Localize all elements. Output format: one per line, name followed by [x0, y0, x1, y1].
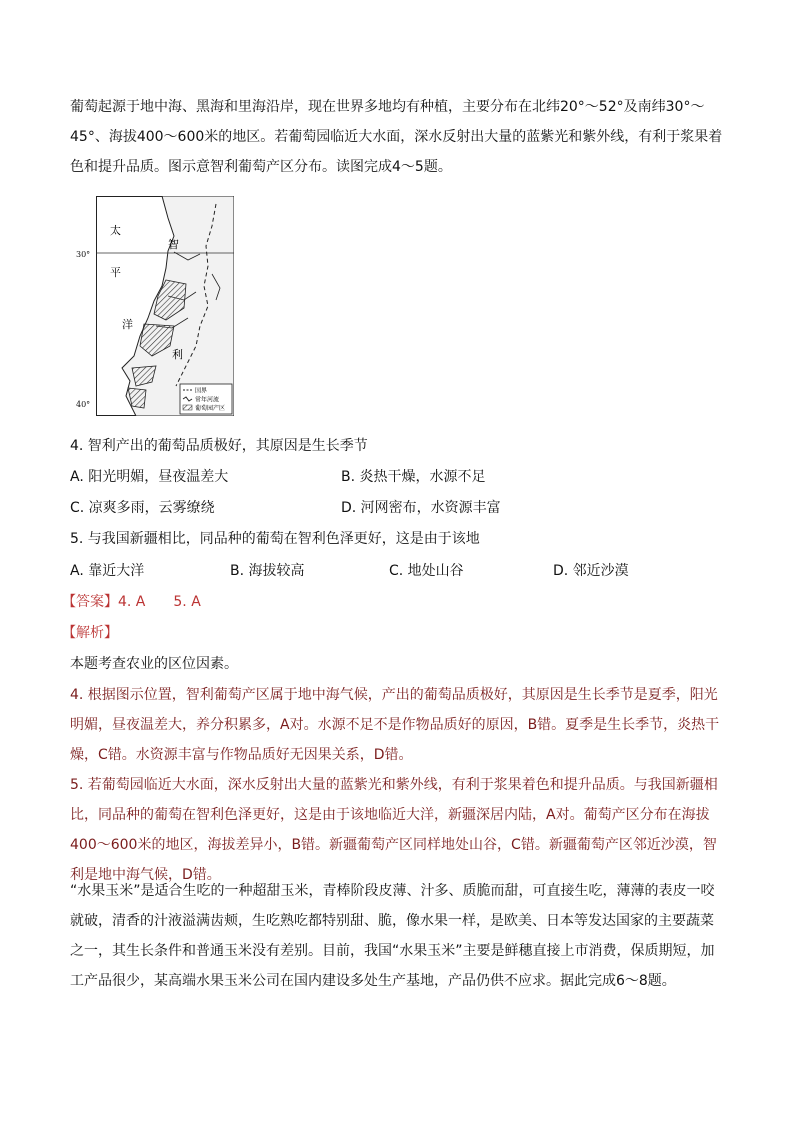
- q5-stem: 5. 与我国新疆相比，同品种的葡萄在智利色泽更好，这是由于该地: [70, 531, 480, 547]
- next-passage: “水果玉米”是适合生吃的一种超甜玉米，青棒阶段皮薄、汁多、质脆而甜，可直接生吃，薄薄的表皮一咬就破，清香的汁液溢满齿颊，生吃熟吃都特别甜、脆，像水果一样，是欧美、日本等发达国家的主要蔬菜之一，其生长条件和普通玉米没有差别。目前，我国“水果玉米”主要是鲜穗直接上市消费，保质期短，加工产品很少，某高端水果玉米公司在国内建设多处生产基地，产品仍供不应求。据此完成6～8题。: [70, 883, 715, 989]
- legend-river-label: 常年河流: [195, 396, 220, 404]
- answer-q4: 4. A: [118, 594, 146, 610]
- country-label-2: 利: [172, 348, 183, 361]
- q5-option-b: B. 海拔较高: [230, 563, 305, 579]
- ocean-label-2: 平: [110, 266, 121, 279]
- q4-option-c: C. 凉爽多雨，云雾缭绕: [70, 500, 215, 516]
- q4-option-d: D. 河网密布，水资源丰富: [341, 500, 501, 516]
- ocean-label-1: 太: [110, 224, 121, 237]
- answer-q5: 5. A: [173, 594, 201, 610]
- q4-option-a: A. 阳光明媚，昼夜温差大: [70, 469, 229, 485]
- ocean-label-3: 洋: [122, 318, 133, 331]
- latitude-30-label: 30°: [76, 250, 91, 259]
- intro-paragraph: 葡萄起源于地中海、黑海和里海沿岸，现在世界多地均有种植，主要分布在北纬20°～52°及南纬30°～45°、海拔400～600米的地区。若葡萄园临近大水面，深水反射出大量的蓝紫光和紫外线，有利于浆果着色和提升品质。图示意智利葡萄产区分布。读图完成4～5题。: [70, 99, 723, 175]
- q5-option-a: A. 靠近大洋: [70, 563, 145, 579]
- legend-grape-label: 葡萄园产区: [195, 405, 226, 412]
- analysis-q5: 5. 若葡萄园临近大水面，深水反射出大量的蓝紫光和紫外线，有利于浆果着色和提升品质。与我国新疆相比，同品种的葡萄在智利色泽更好，这是由于该地临近大洋，新疆深居内陆，A对。葡萄产区分布在海拔400～600米的地区，海拔差异小，B错。新疆葡萄产区同样地处山谷，C错。新疆葡萄产区邻近沙漠，智利是地中海气候，D错。: [70, 777, 718, 883]
- answer-line: [62, 591, 201, 613]
- answer-tag: 【答案】: [62, 594, 118, 610]
- q4-stem: 4. 智利产出的葡萄品质极好，其原因是生长季节: [70, 438, 368, 454]
- analysis-tag: 【解析】: [62, 625, 118, 641]
- analysis-topic: 本题考查农业的区位因素。: [70, 656, 238, 672]
- legend-border-label: 国界: [195, 387, 208, 395]
- chile-grape-map: [96, 196, 234, 416]
- country-label-1: 智: [168, 238, 179, 251]
- q5-option-d: D. 邻近沙漠: [553, 563, 629, 579]
- q4-option-b: B. 炎热干燥，水源不足: [341, 469, 486, 485]
- q5-option-c: C. 地处山谷: [389, 563, 464, 579]
- legend-grape-symbol: [183, 405, 192, 410]
- latitude-40-label: 40°: [76, 400, 91, 409]
- analysis-q4: 4. 根据图示位置，智利葡萄产区属于地中海气候，产出的葡萄品质极好，其原因是生长季节是夏季，阳光明媚，昼夜温差大，养分积累多，A对。水源不足不是作物品质好的原因，B错。夏季是生长季节，炎热干燥，C错。水资源丰富与作物品质好无因果关系，D错。: [70, 687, 720, 763]
